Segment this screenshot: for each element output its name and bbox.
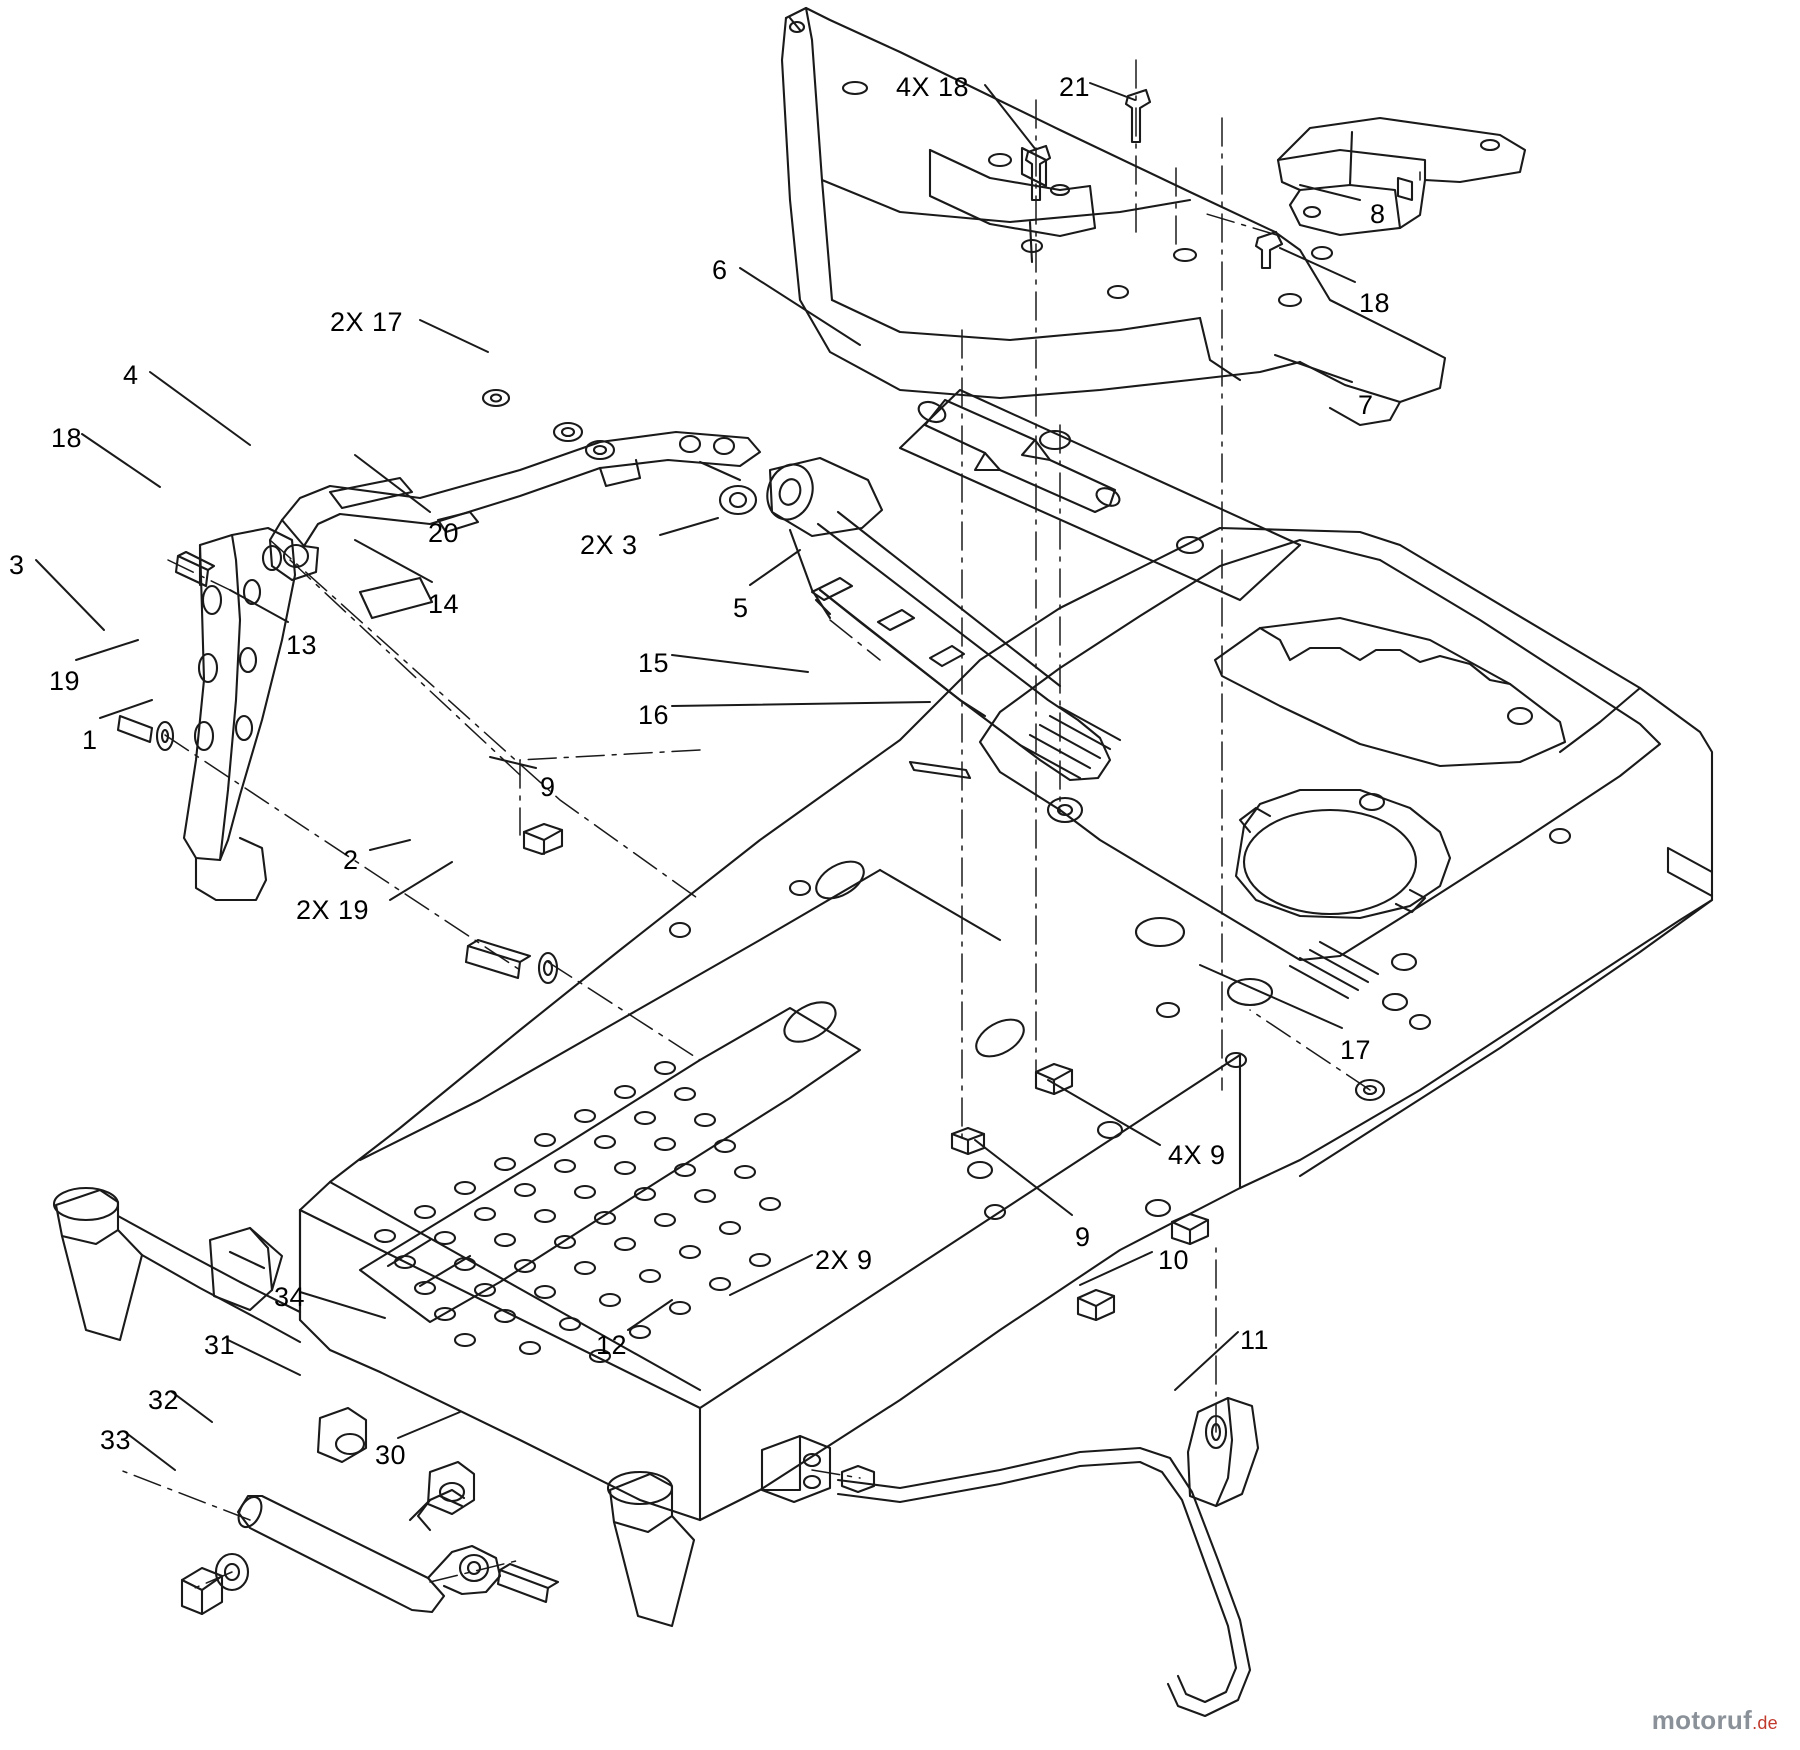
- callout-6: 6: [712, 255, 728, 285]
- part-4-lever: [270, 432, 760, 580]
- callout-18: 18: [51, 423, 83, 453]
- callout-32: 32: [148, 1385, 180, 1415]
- callout-2x-3: 2X 3: [580, 530, 638, 560]
- part-9-nuts-lower: [842, 1214, 1208, 1492]
- callout-15: 15: [638, 648, 670, 678]
- callout-34: 34: [274, 1282, 306, 1312]
- leader-line: [628, 1300, 672, 1330]
- leader-line: [750, 550, 800, 585]
- callout-17: 17: [1340, 1035, 1372, 1065]
- part-34-cotter-pin: [410, 1490, 464, 1530]
- part-9-nut-small: [952, 1128, 984, 1154]
- leader-line: [370, 840, 410, 850]
- leader-line: [672, 655, 808, 672]
- leader-line: [1048, 1080, 1160, 1145]
- callout-21: 21: [1059, 72, 1091, 102]
- leader-line: [36, 560, 104, 630]
- leader-line: [975, 1140, 1072, 1215]
- leader-line: [740, 268, 860, 345]
- callout-30: 30: [375, 1440, 407, 1470]
- part-17-hardware-top: [483, 390, 614, 459]
- watermark-suffix: .de: [1752, 1713, 1778, 1733]
- part-3-fasteners: [812, 578, 964, 666]
- leader-line: [420, 320, 488, 352]
- callout-18: 18: [1359, 288, 1391, 318]
- leader-line: [730, 1255, 812, 1295]
- callout-31: 31: [204, 1330, 236, 1360]
- part-18-bolts-top: [1026, 90, 1282, 268]
- part-31-turnbuckle: [234, 1493, 558, 1612]
- callout-13: 13: [286, 630, 318, 660]
- callout-9: 9: [540, 772, 556, 802]
- callout-4x-18: 4X 18: [896, 72, 970, 102]
- callout-9: 9: [1075, 1222, 1091, 1252]
- leader-line: [125, 1432, 175, 1470]
- leader-line: [1280, 248, 1355, 282]
- part-20-pad: [330, 478, 412, 508]
- part-18-bolt-left: [176, 552, 214, 586]
- part-6-plate: [900, 390, 1300, 600]
- leader-line: [1275, 355, 1352, 382]
- part-5-shaft: [760, 458, 1110, 780]
- callout-11: 11: [1240, 1325, 1270, 1355]
- leader-line: [300, 1292, 385, 1318]
- leader-line: [390, 862, 452, 900]
- watermark-main: motoruf: [1651, 1705, 1753, 1735]
- callout-12: 12: [596, 1330, 628, 1360]
- leader-line: [1090, 83, 1135, 100]
- part-15-pin: [910, 762, 970, 778]
- callout-5: 5: [733, 593, 749, 623]
- leader-line: [100, 700, 152, 718]
- leader-line: [150, 372, 250, 445]
- part-3-19-left: [118, 716, 173, 750]
- part-2-19-lower: [466, 940, 557, 983]
- callout-2x-9: 2X 9: [815, 1245, 873, 1275]
- part-9-nut-mid: [1036, 1064, 1072, 1094]
- leader-line: [355, 540, 432, 582]
- callout-2x-17: 2X 17: [330, 307, 404, 337]
- callout-20: 20: [428, 518, 460, 548]
- callout-33: 33: [100, 1425, 132, 1455]
- part-7-cross-member: [782, 8, 1445, 425]
- leader-line: [660, 518, 718, 535]
- part-9-nut-left: [524, 824, 562, 854]
- leader-line: [228, 1340, 300, 1375]
- callout-14: 14: [428, 589, 460, 619]
- callout-4x-9: 4X 9: [1168, 1140, 1226, 1170]
- leader-line: [398, 1412, 460, 1438]
- callout-8: 8: [1370, 199, 1386, 229]
- watermark: [1652, 1705, 1778, 1736]
- callout-1: 1: [82, 725, 98, 755]
- part-16-bushing: [1048, 798, 1082, 822]
- leader-line: [82, 434, 160, 487]
- callout-7: 7: [1358, 390, 1374, 420]
- leader-line: [985, 85, 1036, 150]
- part-8-bracket: [1278, 118, 1525, 235]
- callout-2x-19: 2X 19: [296, 895, 370, 925]
- part-11-rod: [838, 1448, 1250, 1716]
- callout-10: 10: [1158, 1245, 1190, 1275]
- callout-4: 4: [123, 360, 139, 390]
- callout-2: 2: [343, 845, 359, 875]
- callout-3: 3: [9, 550, 25, 580]
- leader-line: [76, 640, 138, 660]
- part-12-block: [762, 1436, 830, 1502]
- leader-line: [672, 702, 930, 706]
- callout-19: 19: [49, 666, 81, 696]
- main-frame: [54, 528, 1712, 1626]
- callout-16: 16: [638, 700, 670, 730]
- leader-line: [1175, 1332, 1238, 1390]
- part-10-bracket: [1188, 1398, 1258, 1506]
- part-32-33-nut-washer: [182, 1554, 248, 1614]
- part-14-pad: [360, 578, 432, 618]
